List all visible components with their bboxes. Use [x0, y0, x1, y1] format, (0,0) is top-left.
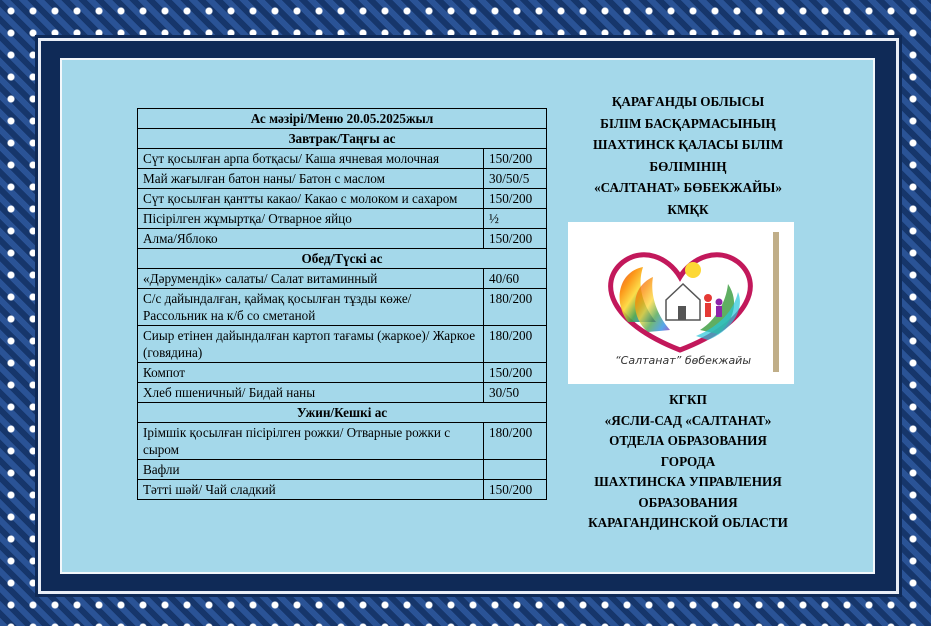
menu-title: Ас мәзірі/Меню 20.05.2025жыл: [138, 109, 547, 129]
dish-portion: 150/200: [484, 149, 547, 169]
header-line: ҚАРАҒАНДЫ ОБЛЫСЫ: [611, 94, 765, 109]
dish-name: Хлеб пшеничный/ Бидай наны: [138, 383, 484, 403]
menu-row: [138, 149, 547, 169]
menu-section-title: Ужин/Кешкі ас: [138, 403, 547, 423]
menu-row: [138, 269, 547, 289]
menu-row: [138, 289, 547, 326]
dish-portion: 30/50: [484, 383, 547, 403]
header-line: КГКП: [669, 392, 707, 407]
dish-name: Пісірілген жұмыртқа/ Отварное яйцо: [138, 209, 484, 229]
header-line: «ЯСЛИ-САД «САЛТАНАТ»: [604, 412, 772, 428]
header-line: КМҚК: [667, 201, 709, 217]
menu-section-row: [138, 249, 547, 269]
dish-portion: 180/200: [484, 289, 547, 326]
menu-section-title: Обед/Түскі ас: [138, 249, 547, 269]
menu-row: [138, 480, 547, 500]
dish-name: Сүт қосылған арпа ботқасы/ Каша ячневая молочная: [138, 149, 484, 169]
menu-row: [138, 229, 547, 249]
menu-section-row: [138, 129, 547, 149]
dish-portion: 150/200: [484, 480, 547, 500]
header-line: ОТДЕЛА ОБРАЗОВАНИЯ: [609, 433, 767, 448]
dish-name: Компот: [138, 363, 484, 383]
menu-title-row: [138, 109, 547, 129]
header-russian: [553, 390, 823, 534]
dish-name: Ірімшік қосылған пісірілген рожки/ Отварные рожки с сыром: [138, 423, 484, 460]
menu-section-title: Завтрак/Таңғы ас: [138, 129, 547, 149]
dish-name: Май жағылған батон наны/ Батон с маслом: [138, 169, 484, 189]
header-line: ОБРАЗОВАНИЯ: [638, 494, 738, 510]
menu-table: [137, 108, 547, 500]
dish-name: Алма/Яблоко: [138, 229, 484, 249]
menu-row: [138, 169, 547, 189]
dish-name: «Дәрумендік» салаты/ Салат витаминный: [138, 269, 484, 289]
header-line: «САЛТАНАТ» БӨБЕКЖАЙЫ»: [594, 180, 782, 195]
header-line: КАРАГАНДИНСКОЙ ОБЛАСТИ: [588, 515, 788, 530]
header-line: ШАХТИНСКА УПРАВЛЕНИЯ: [594, 474, 782, 489]
dish-name: Сиыр етінен дайындалған картоп тағамы (жаркое)/ Жаркое (говядина): [138, 326, 484, 363]
menu-row: [138, 460, 547, 480]
header-kazakh: [553, 91, 823, 220]
dish-name: Сүт қосылған қантты какао/ Какао с молоком и сахаром: [138, 189, 484, 209]
dish-name: Вафли: [138, 460, 484, 480]
menu-row: [138, 383, 547, 403]
header-line: ШАХТИНСК ҚАЛАСЫ БІЛІМ: [592, 137, 784, 152]
menu-row: [138, 189, 547, 209]
dish-portion: ½: [484, 209, 547, 229]
dish-portion: 180/200: [484, 423, 547, 460]
menu-section-row: [138, 403, 547, 423]
dish-portion: 40/60: [484, 269, 547, 289]
header-line: ГОРОДА: [660, 453, 716, 469]
logo-caption: “Салтанат” бөбекжайы: [614, 354, 752, 367]
dish-portion: 150/200: [484, 229, 547, 249]
dish-name: Тәтті шәй/ Чай сладкий: [138, 480, 484, 500]
dish-portion: 150/200: [484, 189, 547, 209]
menu-row: [138, 326, 547, 363]
dish-name: С/с дайындалған, қаймақ қосылған тұзды көже/ Рассольник на к/б со сметаной: [138, 289, 484, 326]
header-line: БІЛІМ БАСҚАРМАСЫНЫҢ: [600, 115, 776, 131]
header-line: БӨЛІМІНІҢ: [649, 158, 727, 174]
dish-portion: 180/200: [484, 326, 547, 363]
menu-row: [138, 209, 547, 229]
menu-row: [138, 423, 547, 460]
dish-portion: 30/50/5: [484, 169, 547, 189]
kindergarten-logo: [568, 222, 794, 384]
menu-row: [138, 363, 547, 383]
dish-portion: 150/200: [484, 363, 547, 383]
dish-portion: [484, 460, 547, 480]
